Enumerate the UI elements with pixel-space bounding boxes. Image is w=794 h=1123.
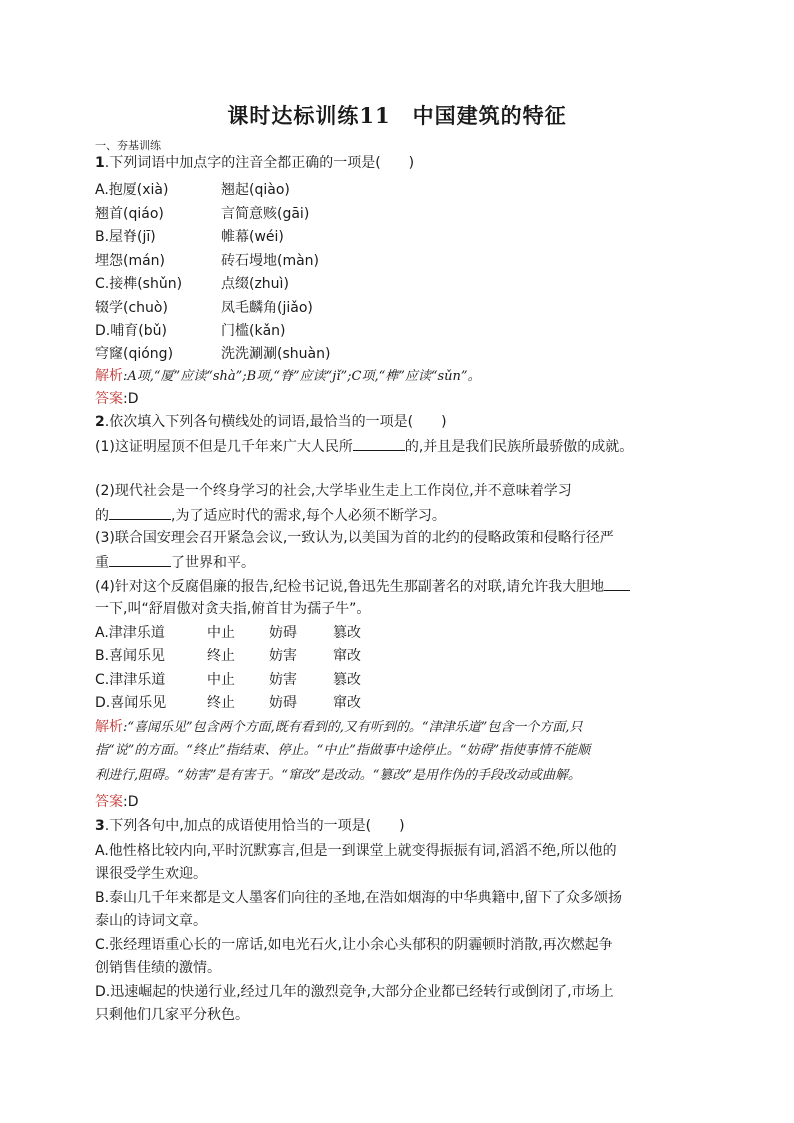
q1-word: 言简意赅(gāi) xyxy=(221,206,310,222)
q1-answer xyxy=(95,389,139,409)
q1-option-row xyxy=(95,180,290,200)
q2-option-row: A.津津乐道 中止 妨碍 篡改 xyxy=(95,625,361,641)
q1-word: B.屋脊(jī) xyxy=(95,229,156,245)
analysis-label: 解析 xyxy=(95,368,123,384)
question-1-stem xyxy=(95,153,414,173)
q2-option-row: D.喜闻乐见 终止 妨碍 窜改 xyxy=(95,695,361,711)
q2-analysis: 解析:“喜闻乐见”包含两个方面,既有看到的,又有听到的。“津津乐道”包含一个方面,只 xyxy=(95,719,583,735)
q2-analysis-cont: 利进行,阻碍。“妨害”是有害于。“窜改”是改动。“篡改”是用作伪的手段改动或曲解。 xyxy=(95,768,582,783)
q2-analysis-cont: 指“说”的方面。“终止”指结束、停止。“中止”指做事中途停止。“妨碍”指使事情不能顺 xyxy=(95,743,591,758)
q2-sentence-3: (3)联合国安理会召开紧急会议,一致认为,以美国为首的北约的侵略政策和侵略行径严 xyxy=(95,530,614,546)
q1-option-row xyxy=(95,344,330,364)
q1-word: 翘起(qiào) xyxy=(221,182,290,198)
question-text: .依次填入下列各句横线处的词语,最恰当的一项是( ) xyxy=(104,414,447,430)
q1-word: 翘首(qiáo) xyxy=(95,206,164,222)
q3-option-c-cont: 创销售佳绩的激情。 xyxy=(95,960,221,976)
q1-option-row xyxy=(95,298,313,318)
fill-blank xyxy=(353,436,405,451)
q1-word: 点缀(zhuì) xyxy=(221,276,289,292)
q1-option-row xyxy=(95,274,289,294)
q1-word: D.哺育(bǔ) xyxy=(95,323,167,339)
q3-option-a-cont: 课很受学生欢迎。 xyxy=(95,866,207,882)
question-number: 1 xyxy=(95,155,105,171)
q3-option-d-cont: 只剩他们几家平分秋色。 xyxy=(95,1007,249,1023)
q1-word: 门槛(kǎn) xyxy=(221,323,286,339)
q2-sentence-4-cont: 一下,叫“舒眉傲对贪夫指,俯首甘为孺子牛”。 xyxy=(95,601,371,617)
q2-sentence-4: (4)针对这个反腐倡廉的报告,纪检书记说,鲁迅先生那副著名的对联,请允许我大胆地 xyxy=(95,576,630,597)
q2-sentence-2-cont: 的 ,为了适应时代的需求,每个人必须不断学习。 xyxy=(95,505,446,526)
fill-blank xyxy=(109,505,171,520)
q2-option-row: B.喜闻乐见 终止 妨害 窜改 xyxy=(95,648,361,664)
question-number: 3 xyxy=(95,818,105,834)
fill-blank xyxy=(604,576,630,591)
q1-analysis xyxy=(95,366,481,387)
q1-option-row xyxy=(95,204,309,224)
q1-word: C.接榫(shǔn) xyxy=(95,276,183,292)
q3-option-a: A.他性格比较内向,平时沉默寡言,但是一到课堂上就变得振振有词,滔滔不绝,所以他的 xyxy=(95,843,617,859)
q1-word: 辍学(chuò) xyxy=(95,300,168,316)
q2-answer xyxy=(95,792,139,812)
q1-option-row xyxy=(95,227,284,247)
analysis-text: :A项,“厦”应读“shà”;B项,“脊”应读“jǐ”;C项,“榫”应读“sǔn”。 xyxy=(123,369,481,384)
question-number: 2 xyxy=(95,414,105,430)
question-3-stem xyxy=(95,816,405,836)
q2-sentence-3-cont: 重 了世界和平。 xyxy=(95,552,255,573)
page-title: 课时达标训练11 中国建筑的特征 xyxy=(227,103,567,128)
q1-word: 砖石墁地(màn) xyxy=(221,253,320,269)
q1-word: A.抱厦(xià) xyxy=(95,182,169,198)
q1-option-row xyxy=(95,251,319,271)
q3-option-d: D.迅速崛起的快递行业,经过几年的激烈竞争,大部分企业都已经转行或倒闭了,市场上 xyxy=(95,984,614,1000)
q1-word: 洗洗涮涮(shuàn) xyxy=(221,346,331,362)
answer-label: 答案 xyxy=(95,794,123,810)
section-heading: 一、夯基训练 xyxy=(95,139,161,152)
q3-option-b-cont: 泰山的诗词文章。 xyxy=(95,913,207,929)
q1-word: 凤毛麟角(jiǎo) xyxy=(221,300,313,316)
q1-option-row xyxy=(95,321,285,341)
q3-option-c: C.张经理语重心长的一席话,如电光石火,让小余心头郁积的阴霾顿时消散,再次燃起争 xyxy=(95,937,613,953)
question-text: .下列词语中加点字的注音全都正确的一项是( ) xyxy=(104,155,415,171)
q1-word: 穹窿(qióng) xyxy=(95,346,174,362)
question-2-stem xyxy=(95,412,447,432)
analysis-label: 解析 xyxy=(95,719,123,735)
fill-blank xyxy=(109,552,171,567)
q3-option-b: B.泰山几千年来都是文人墨客们向往的圣地,在浩如烟海的中华典籍中,留下了众多颂扬 xyxy=(95,890,622,906)
answer-label: 答案 xyxy=(95,391,123,407)
q2-sentence-2: (2)现代社会是一个终身学习的社会,大学毕业生走上工作岗位,并不意味着学习 xyxy=(95,483,572,499)
answer-value: :D xyxy=(123,391,139,407)
q1-word: 埋怨(mán) xyxy=(95,253,166,269)
answer-value: :D xyxy=(123,794,139,810)
q2-option-row: C.津津乐道 中止 妨害 篡改 xyxy=(95,672,361,688)
question-text: .下列各句中,加点的成语使用恰当的一项是( ) xyxy=(104,818,405,834)
q2-sentence-1: (1)这证明屋顶不但是几千年来广大人民所 的,并且是我们民族所最骄傲的成就。 xyxy=(95,436,633,457)
q1-word: 帷幕(wéi) xyxy=(221,229,284,245)
